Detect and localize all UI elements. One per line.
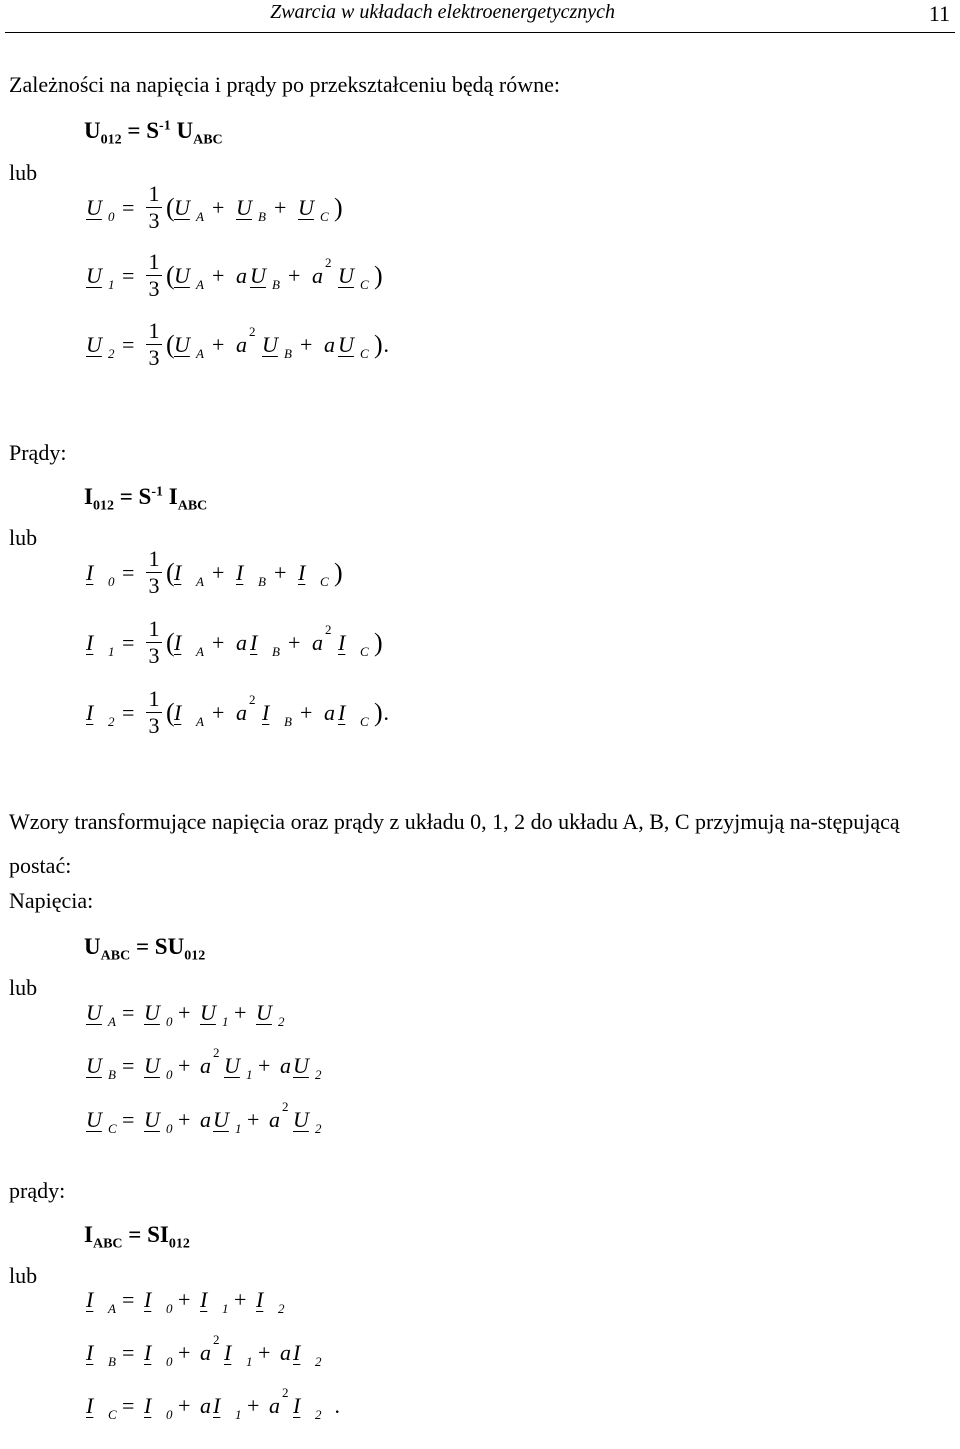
phasor-symbol: U <box>86 332 102 357</box>
phasor-symbol: I <box>86 560 94 585</box>
phasor-symbol: I <box>86 1340 94 1365</box>
symbol: a <box>280 1053 291 1078</box>
phasor-symbol: I <box>236 560 244 585</box>
subscript: 1 <box>235 1121 242 1136</box>
page-header <box>0 0 960 32</box>
subscript: 2 <box>278 1014 285 1029</box>
phasor-symbol: U <box>86 1000 102 1025</box>
operator: + <box>178 1053 191 1078</box>
phasor-symbol: I <box>250 630 258 655</box>
subscript: 1 <box>222 1014 229 1029</box>
operator: + <box>212 630 225 655</box>
transform-paragraph: Wzory transformujące napięcia oraz prądy z układu 0, 1, 2 do układu A, B, C przyjmują na-stępującą postać: <box>9 809 900 878</box>
operator: + <box>300 332 313 357</box>
subscript: C <box>108 1407 117 1422</box>
phasor-symbol: I <box>338 630 346 655</box>
phasor-symbol: I <box>262 700 270 725</box>
subscript: 1 <box>246 1067 253 1082</box>
subscript: B <box>284 714 292 729</box>
subscript: 2 <box>315 1354 322 1369</box>
phasor-symbol: I <box>338 700 346 725</box>
fraction-one-third <box>146 249 162 302</box>
eq-symbol: I <box>168 484 178 509</box>
operator: + <box>234 1287 247 1312</box>
phasor-symbol: I <box>86 700 94 725</box>
subscript: A <box>196 574 204 589</box>
phasor-symbol: U <box>86 263 102 288</box>
phasor-symbol: U <box>338 332 354 357</box>
eq-symbol: U <box>84 934 101 959</box>
fraction-denominator: 3 <box>148 208 160 233</box>
fraction-one-third <box>146 686 162 739</box>
fraction-denominator: 3 <box>148 276 160 301</box>
lub-label: lub <box>9 525 38 550</box>
fraction-one-third <box>146 546 162 599</box>
symbol: a <box>236 630 247 655</box>
superscript: 2 <box>249 324 256 339</box>
symbol: a <box>312 630 323 655</box>
subscript: B <box>258 209 266 224</box>
eq-sub: ABC <box>177 498 208 514</box>
phasor-symbol: U <box>298 195 314 220</box>
subscript: A <box>196 277 204 292</box>
phasor-symbol: U <box>86 195 102 220</box>
operator: = <box>122 1287 135 1312</box>
phasor-symbol: U <box>174 263 190 288</box>
subscript: 1 <box>235 1407 242 1422</box>
operator: + <box>178 1107 191 1132</box>
phasor-symbol: U <box>174 332 190 357</box>
subscript: C <box>320 209 329 224</box>
parenthesis: ) <box>374 261 383 290</box>
subscript: 0 <box>166 1014 173 1029</box>
parenthesis: ( <box>166 628 175 657</box>
currents-label: Prądy: <box>9 440 67 465</box>
phasor-symbol: U <box>293 1053 309 1078</box>
phasor-symbol: U <box>144 1053 160 1078</box>
phasor-symbol: U <box>200 1000 216 1025</box>
subscript: B <box>258 574 266 589</box>
fraction-numerator: 1 <box>148 546 160 571</box>
eq-sub: ABC <box>92 1236 123 1252</box>
phasor-symbol: U <box>144 1000 160 1025</box>
fraction-numerator: 1 <box>148 249 160 274</box>
fraction-denominator: 3 <box>148 713 160 738</box>
eq-symbol: I <box>84 1222 93 1247</box>
phasor-symbol: U <box>86 1053 102 1078</box>
operator: + <box>212 263 225 288</box>
voltage-matrix-equation <box>84 118 223 149</box>
phasor-symbol: U <box>144 1107 160 1132</box>
parenthesis: ) <box>334 193 343 222</box>
subscript: A <box>196 644 204 659</box>
symbol: a <box>236 700 247 725</box>
fraction-denominator: 3 <box>148 643 160 668</box>
fraction-one-third <box>146 318 162 371</box>
eq-text: = SU <box>130 934 185 959</box>
subscript: 0 <box>166 1407 173 1422</box>
parenthesis: ( <box>166 193 175 222</box>
phasor-symbol: I <box>86 1287 94 1312</box>
phasor-symbol: U <box>293 1107 309 1132</box>
eq-text: = SI <box>122 1222 169 1247</box>
eq-symbol: U <box>84 118 101 143</box>
subscript: 0 <box>108 574 115 589</box>
operator: + <box>247 1107 260 1132</box>
symbol: a <box>236 332 247 357</box>
operator: + <box>178 1340 191 1365</box>
phasor-symbol: I <box>144 1340 152 1365</box>
subscript: 2 <box>108 346 115 361</box>
operator: = <box>122 263 135 288</box>
eq-text: = S <box>113 484 152 509</box>
currents-label: prądy: <box>9 1178 66 1203</box>
symbol: a <box>324 700 335 725</box>
symbol: a <box>269 1393 280 1418</box>
operator: + <box>288 263 301 288</box>
subscript: 1 <box>246 1354 253 1369</box>
eq-sub: 012 <box>184 948 206 964</box>
phasor-symbol: I <box>213 1393 221 1418</box>
symbol: a <box>200 1053 211 1078</box>
symbol: a <box>280 1340 291 1365</box>
parenthesis: ) <box>374 330 383 359</box>
subscript: B <box>108 1354 116 1369</box>
symbol: a <box>312 263 323 288</box>
phasor-symbol: I <box>174 630 182 655</box>
operator: + <box>212 560 225 585</box>
phasor-symbol: U <box>213 1107 229 1132</box>
phasor-symbol: I <box>144 1393 152 1418</box>
operator: + <box>234 1000 247 1025</box>
subscript: A <box>108 1301 116 1316</box>
operator: + <box>178 1287 191 1312</box>
phasor-symbol: I <box>144 1287 152 1312</box>
operator: = <box>122 1053 135 1078</box>
symbol: . <box>335 1393 341 1418</box>
subscript: B <box>272 277 280 292</box>
eq-text: = S <box>121 118 160 143</box>
parenthesis: ( <box>166 330 175 359</box>
symbol: a <box>269 1107 280 1132</box>
superscript: 2 <box>282 1385 289 1400</box>
phasor-symbol: I <box>86 1393 94 1418</box>
operator: = <box>122 560 135 585</box>
parenthesis: ( <box>166 698 175 727</box>
operator: = <box>122 700 135 725</box>
operator: = <box>122 1000 135 1025</box>
parenthesis: ) <box>374 628 383 657</box>
operator: + <box>178 1393 191 1418</box>
phasor-symbol: U <box>236 195 252 220</box>
superscript: 2 <box>213 1045 220 1060</box>
current-matrix-equation <box>84 484 207 515</box>
phasor-symbol: U <box>250 263 266 288</box>
fraction-numerator: 1 <box>148 318 160 343</box>
phasor-symbol: I <box>293 1393 301 1418</box>
phasor-symbol: I <box>224 1340 232 1365</box>
subscript: 2 <box>315 1121 322 1136</box>
header-rule <box>5 32 955 33</box>
subscript: 2 <box>278 1301 285 1316</box>
operator: = <box>122 1107 135 1132</box>
subscript: 0 <box>166 1354 173 1369</box>
fraction-numerator: 1 <box>148 181 160 206</box>
symbol: . <box>384 332 390 357</box>
eq-sub: 012 <box>168 1236 190 1252</box>
subscript: C <box>360 644 369 659</box>
eq-symbol: U <box>176 118 194 143</box>
operator: + <box>288 630 301 655</box>
page-number: 11 <box>928 1 950 26</box>
subscript: A <box>196 714 204 729</box>
subscript: A <box>196 209 204 224</box>
operator: = <box>122 1340 135 1365</box>
phasor-symbol: I <box>200 1287 208 1312</box>
eq-sub: 012 <box>92 498 114 514</box>
subscript: 2 <box>108 714 115 729</box>
superscript: 2 <box>325 255 332 270</box>
operator: + <box>258 1053 271 1078</box>
phasor-symbol: U <box>224 1053 240 1078</box>
eq-sup: -1 <box>159 118 171 134</box>
phasor-symbol: I <box>293 1340 301 1365</box>
operator: + <box>274 195 287 220</box>
subscript: B <box>272 644 280 659</box>
subscript: 0 <box>108 209 115 224</box>
superscript: 2 <box>282 1099 289 1114</box>
operator: + <box>212 195 225 220</box>
subscript: B <box>108 1067 116 1082</box>
fraction-numerator: 1 <box>148 686 160 711</box>
superscript: 2 <box>249 692 256 707</box>
subscript: C <box>360 714 369 729</box>
subscript: 2 <box>315 1067 322 1082</box>
intro-text: Zależności na napięcia i prądy po przekształceniu będą równe: <box>9 72 560 97</box>
operator: + <box>258 1340 271 1365</box>
symbol: a <box>324 332 335 357</box>
operator: + <box>178 1000 191 1025</box>
subscript: A <box>196 346 204 361</box>
subscript: C <box>360 346 369 361</box>
fraction-denominator: 3 <box>148 345 160 370</box>
phasor-symbol: I <box>298 560 306 585</box>
parenthesis: ( <box>166 558 175 587</box>
phasor-symbol: I <box>174 700 182 725</box>
fraction-one-third <box>146 181 162 234</box>
header-title: Zwarcia w układach elektroenergetycznych <box>270 1 615 23</box>
subscript: C <box>108 1121 117 1136</box>
eq-sub: 012 <box>100 132 122 148</box>
parenthesis: ) <box>374 698 383 727</box>
fraction-denominator: 3 <box>148 573 160 598</box>
phasor-symbol: U <box>262 332 278 357</box>
phasor-symbol: I <box>256 1287 264 1312</box>
symbol: a <box>200 1393 211 1418</box>
subscript: 0 <box>166 1301 173 1316</box>
subscript: 1 <box>222 1301 229 1316</box>
parenthesis: ( <box>166 261 175 290</box>
operator: + <box>212 700 225 725</box>
subscript: 2 <box>315 1407 322 1422</box>
phasor-symbol: U <box>86 1107 102 1132</box>
subscript: 0 <box>166 1067 173 1082</box>
subscript: B <box>284 346 292 361</box>
superscript: 2 <box>325 622 332 637</box>
subscript: 1 <box>108 644 115 659</box>
eq-sub: ABC <box>100 948 131 964</box>
fraction-one-third <box>146 616 162 669</box>
subscript: 1 <box>108 277 115 292</box>
lub-label: lub <box>9 1263 38 1288</box>
superscript: 2 <box>213 1332 220 1347</box>
subscript: C <box>360 277 369 292</box>
voltages-label: Napięcia: <box>9 888 94 913</box>
operator: = <box>122 1393 135 1418</box>
phasor-symbol: U <box>338 263 354 288</box>
symbol: a <box>200 1340 211 1365</box>
subscript: 0 <box>166 1121 173 1136</box>
phasor-symbol: U <box>174 195 190 220</box>
operator: + <box>300 700 313 725</box>
current-inverse-equation <box>84 1222 190 1253</box>
subscript: C <box>320 574 329 589</box>
lub-label: lub <box>9 160 38 185</box>
subscript: A <box>108 1014 116 1029</box>
operator: = <box>122 195 135 220</box>
fraction-numerator: 1 <box>148 616 160 641</box>
phasor-symbol: U <box>256 1000 272 1025</box>
operator: + <box>212 332 225 357</box>
eq-sub: ABC <box>193 132 223 148</box>
lub-label: lub <box>9 975 38 1000</box>
operator: = <box>122 630 135 655</box>
operator: + <box>274 560 287 585</box>
symbol: a <box>236 263 247 288</box>
symbol: . <box>384 700 390 725</box>
operator: + <box>247 1393 260 1418</box>
eq-symbol: I <box>84 484 93 509</box>
phasor-symbol: I <box>86 630 94 655</box>
parenthesis: ) <box>334 558 343 587</box>
symbol: a <box>200 1107 211 1132</box>
operator: = <box>122 332 135 357</box>
voltage-inverse-equation <box>84 934 205 965</box>
phasor-symbol: I <box>174 560 182 585</box>
eq-sup: -1 <box>151 484 164 500</box>
